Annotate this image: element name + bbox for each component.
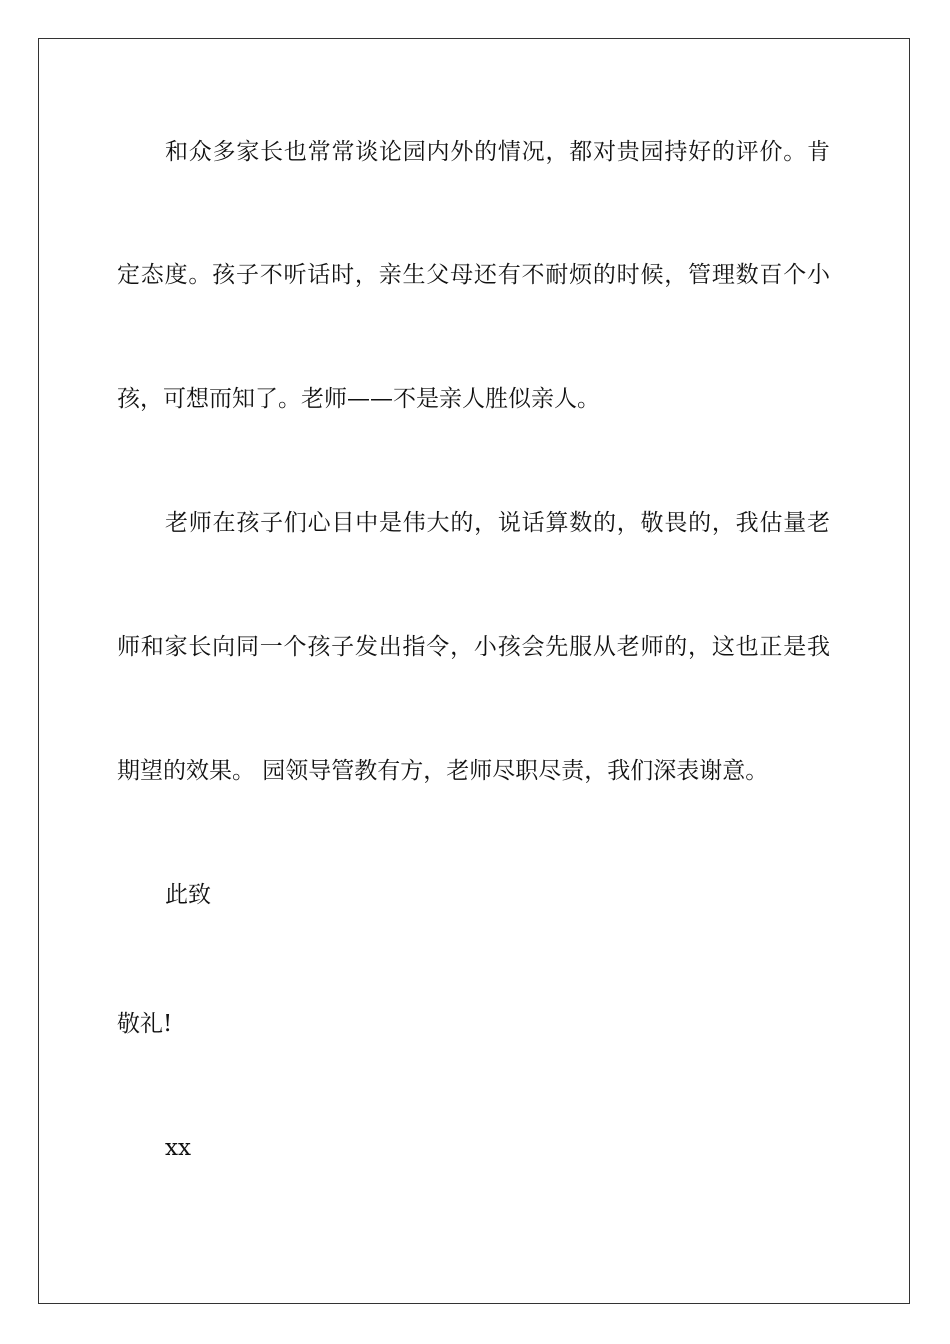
paragraph-2-line-1: 老师在孩子们心目中是伟大的，说话算数的，敬畏的，我估量老 (165, 510, 830, 536)
paragraph-1-line-2: 定态度。孩子不听话时，亲生父母还有不耐烦的时候，管理数百个小 (117, 262, 830, 288)
closing-phrase: 此致 (165, 882, 211, 908)
salutation: 敬礼! (117, 1011, 173, 1037)
paragraph-2-line-3: 期望的效果。 园领导管教有方，老师尽职尽责，我们深表谢意。 (117, 758, 769, 784)
paragraph-1-line-1: 和众多家长也常常谈论园内外的情况，都对贵园持好的评价。肯 (165, 139, 830, 165)
paragraph-1-line-3: 孩，可想而知了。老师——不是亲人胜似亲人。 (117, 386, 600, 412)
page-frame (38, 38, 910, 1304)
paragraph-2-line-2: 师和家长向同一个孩子发出指令，小孩会先服从老师的，这也正是我 (117, 634, 830, 660)
signature: xx (165, 1135, 191, 1161)
